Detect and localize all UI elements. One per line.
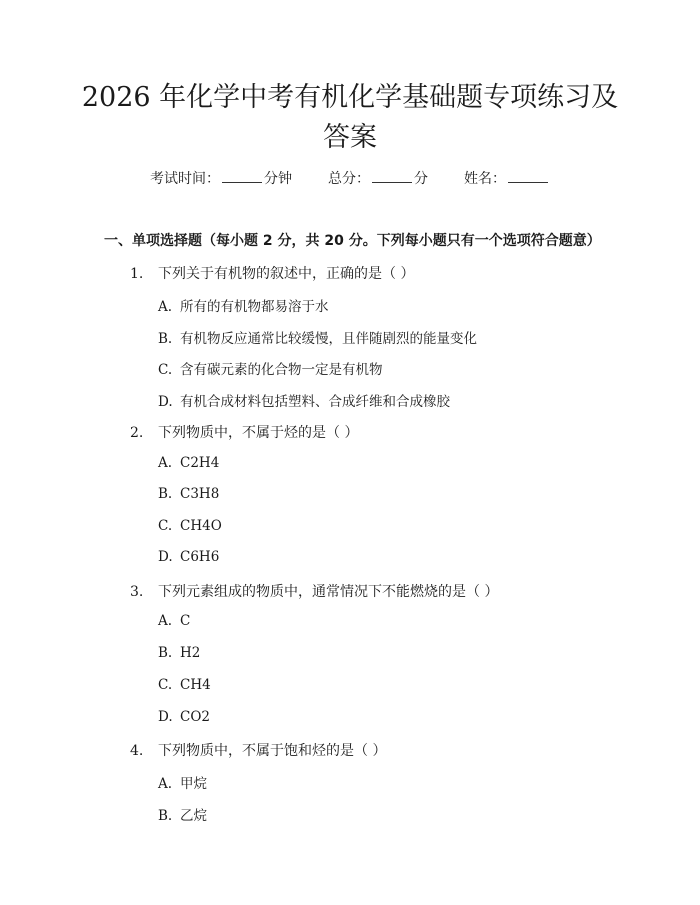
option-text: 含有碳元素的化合物一定是有机物 [180,362,383,378]
total-score-unit: 分 [414,171,428,187]
question-item [130,422,358,442]
option-letter: B. [158,645,173,661]
total-score-blank[interactable] [372,182,412,183]
exam-info-row [0,168,700,188]
student-name-field [464,168,550,188]
option-text: 乙烷 [180,808,207,824]
option-item[interactable] [158,645,200,661]
question-number: 3. [130,584,144,600]
option-item[interactable] [158,613,190,629]
option-letter: D. [158,394,173,410]
option-text: C6H6 [180,549,220,565]
option-letter: C. [158,677,173,693]
option-letter: B. [158,331,173,347]
option-text: 甲烷 [180,776,207,792]
option-text: C [180,613,191,629]
total-score-label: 总分： [328,171,370,187]
option-item[interactable] [158,486,219,502]
student-name-blank[interactable] [508,182,548,183]
question-number: 4. [130,743,144,759]
option-item[interactable] [158,518,222,534]
question-item [130,740,386,760]
option-text: 所有的有机物都易溶于水 [180,299,329,315]
question-stem: 下列关于有机物的叙述中，正确的是（ ） [158,266,415,282]
option-letter: D. [158,709,173,725]
option-text: 有机合成材料包括塑料、合成纤维和合成橡胶 [180,394,450,410]
option-letter: B. [158,808,173,824]
exam-time-unit: 分钟 [264,171,292,187]
option-item[interactable] [158,709,210,725]
option-letter: A. [158,299,173,315]
question-item [130,581,498,601]
total-score-field [328,168,428,188]
option-text: C3H8 [180,486,220,502]
question-item [130,263,414,283]
question-stem: 下列元素组成的物质中，通常情况下不能燃烧的是（ ） [158,584,499,600]
option-item[interactable] [158,358,383,378]
option-text: CH4O [180,518,222,534]
question-stem: 下列物质中，不属于饱和烃的是（ ） [158,743,387,759]
option-text: C2H4 [180,455,220,471]
option-letter: C. [158,518,173,534]
option-letter: A. [158,455,173,471]
option-text: H2 [180,645,201,661]
student-name-label: 姓名： [464,171,506,187]
option-item[interactable] [158,390,450,410]
title-line-2: 答案 [323,122,377,153]
option-letter: A. [158,776,173,792]
exam-time-blank[interactable] [222,182,262,183]
question-number: 1. [130,266,144,282]
option-item[interactable] [158,295,329,315]
title-line-1: 2026 年化学中考有机化学基础题专项练习及 [81,82,619,113]
option-item[interactable] [158,549,219,565]
option-letter: A. [158,613,173,629]
option-text: 有机物反应通常比较缓慢，且伴随剧烈的能量变化 [180,331,477,347]
option-item[interactable] [158,327,477,347]
page-title [60,78,640,158]
section-heading: 一、单项选择题（每小题 2 分，共 20 分。下列每小题只有一个选项符合题意） [104,233,601,249]
question-stem: 下列物质中，不属于烃的是（ ） [158,425,359,441]
option-letter: B. [158,486,173,502]
option-letter: C. [158,362,173,378]
option-item[interactable] [158,455,219,471]
exam-time-field [150,168,292,188]
option-item[interactable] [158,677,211,693]
exam-time-label: 考试时间： [150,171,220,187]
option-letter: D. [158,549,173,565]
question-number: 2. [130,425,144,441]
option-text: CO2 [180,709,210,725]
option-item[interactable] [158,772,207,792]
option-item[interactable] [158,804,207,824]
option-text: CH4 [180,677,211,693]
